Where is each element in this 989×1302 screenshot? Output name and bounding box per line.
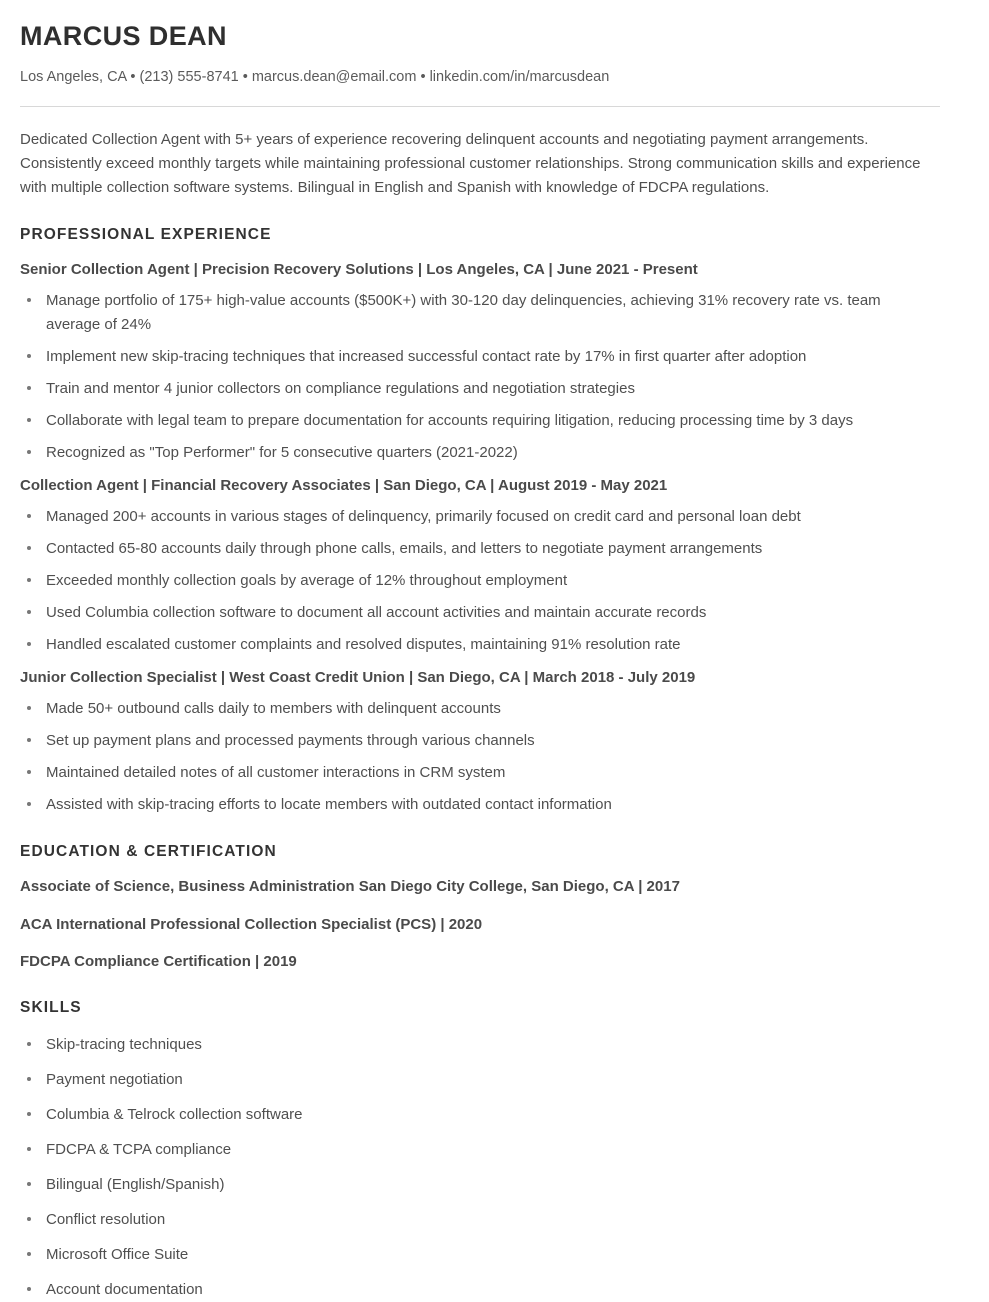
skills-list <box>20 1033 965 1302</box>
list-item: Implement new skip-tracing techniques that increased successful contact rate by 17% in first quarter after adoption <box>20 345 965 369</box>
list-item: Assisted with skip-tracing efforts to locate members with outdated contact information <box>20 793 965 817</box>
list-item: FDCPA & TCPA compliance <box>20 1138 965 1162</box>
list-item: Set up payment plans and processed payments through various channels <box>20 729 965 753</box>
job-title: Senior Collection Agent | Precision Recovery Solutions | Los Angeles, CA | June 2021 - Present <box>20 260 698 278</box>
experience-entry <box>20 668 965 817</box>
job-title: Collection Agent | Financial Recovery Associates | San Diego, CA | August 2019 - May 2021 <box>20 476 668 494</box>
experience-entry <box>20 476 965 657</box>
list-item: Skip-tracing techniques <box>20 1033 965 1057</box>
job-bullet-list <box>20 289 965 465</box>
list-item: Account documentation <box>20 1278 965 1302</box>
list-item: Contacted 65-80 accounts daily through phone calls, emails, and letters to negotiate payment arrangements <box>20 537 965 561</box>
list-item: Payment negotiation <box>20 1068 965 1092</box>
list-item: Columbia & Telrock collection software <box>20 1103 965 1127</box>
contact-line: Los Angeles, CA • (213) 555-8741 • marcus.dean@email.com • linkedin.com/in/marcusdean <box>20 68 610 85</box>
list-item: Exceeded monthly collection goals by average of 12% throughout employment <box>20 569 965 593</box>
experience-entry <box>20 260 965 465</box>
list-item: Collaborate with legal team to prepare documentation for accounts requiring litigation, reducing processing time by 3 days <box>20 409 965 433</box>
job-bullet-list <box>20 697 965 817</box>
job-bullet-list <box>20 505 965 657</box>
list-item: Manage portfolio of 175+ high-value accounts ($500K+) with 30-120 day delinquencies, achieving 31% recovery rate vs. team average of 24% <box>20 289 965 337</box>
education-entry: Associate of Science, Business Administration San Diego City College, San Diego, CA | 2017 <box>20 878 680 896</box>
list-item: Conflict resolution <box>20 1208 965 1232</box>
list-item: Handled escalated customer complaints and resolved disputes, maintaining 91% resolution rate <box>20 633 965 657</box>
page-title: MARCUS DEAN <box>20 21 227 51</box>
list-item: Recognized as "Top Performer" for 5 consecutive quarters (2021-2022) <box>20 441 965 465</box>
list-item: Made 50+ outbound calls daily to members with delinquent accounts <box>20 697 965 721</box>
experience-list <box>20 260 965 818</box>
list-item: Maintained detailed notes of all customer interactions in CRM system <box>20 761 965 785</box>
section-heading-education: EDUCATION & CERTIFICATION <box>20 843 277 861</box>
education-entry: ACA International Professional Collection Specialist (PCS) | 2020 <box>20 915 483 933</box>
list-item: Used Columbia collection software to document all account activities and maintain accurate records <box>20 601 965 625</box>
list-item: Bilingual (English/Spanish) <box>20 1173 965 1197</box>
job-title: Junior Collection Specialist | West Coast Credit Union | San Diego, CA | March 2018 - July 2019 <box>20 669 696 687</box>
professional-summary: Dedicated Collection Agent with 5+ years of experience recovering delinquent accounts and negotiating payment arrangements. Consistently exceed monthly targets while maintaining professional customer relationships. Strong communication skills and experience with multiple collection software systems. Bilingual in English and Spanish with knowledge of FDCPA regulations. <box>20 130 921 196</box>
list-item: Train and mentor 4 junior collectors on compliance regulations and negotiation strategies <box>20 377 965 401</box>
list-item: Microsoft Office Suite <box>20 1243 965 1267</box>
section-heading-skills: SKILLS <box>20 999 82 1017</box>
education-entry: FDCPA Compliance Certification | 2019 <box>20 952 297 970</box>
section-heading-experience: PROFESSIONAL EXPERIENCE <box>20 225 272 243</box>
header-divider <box>20 106 940 107</box>
education-list <box>20 877 965 972</box>
list-item: Managed 200+ accounts in various stages of delinquency, primarily focused on credit card and personal loan debt <box>20 505 965 529</box>
